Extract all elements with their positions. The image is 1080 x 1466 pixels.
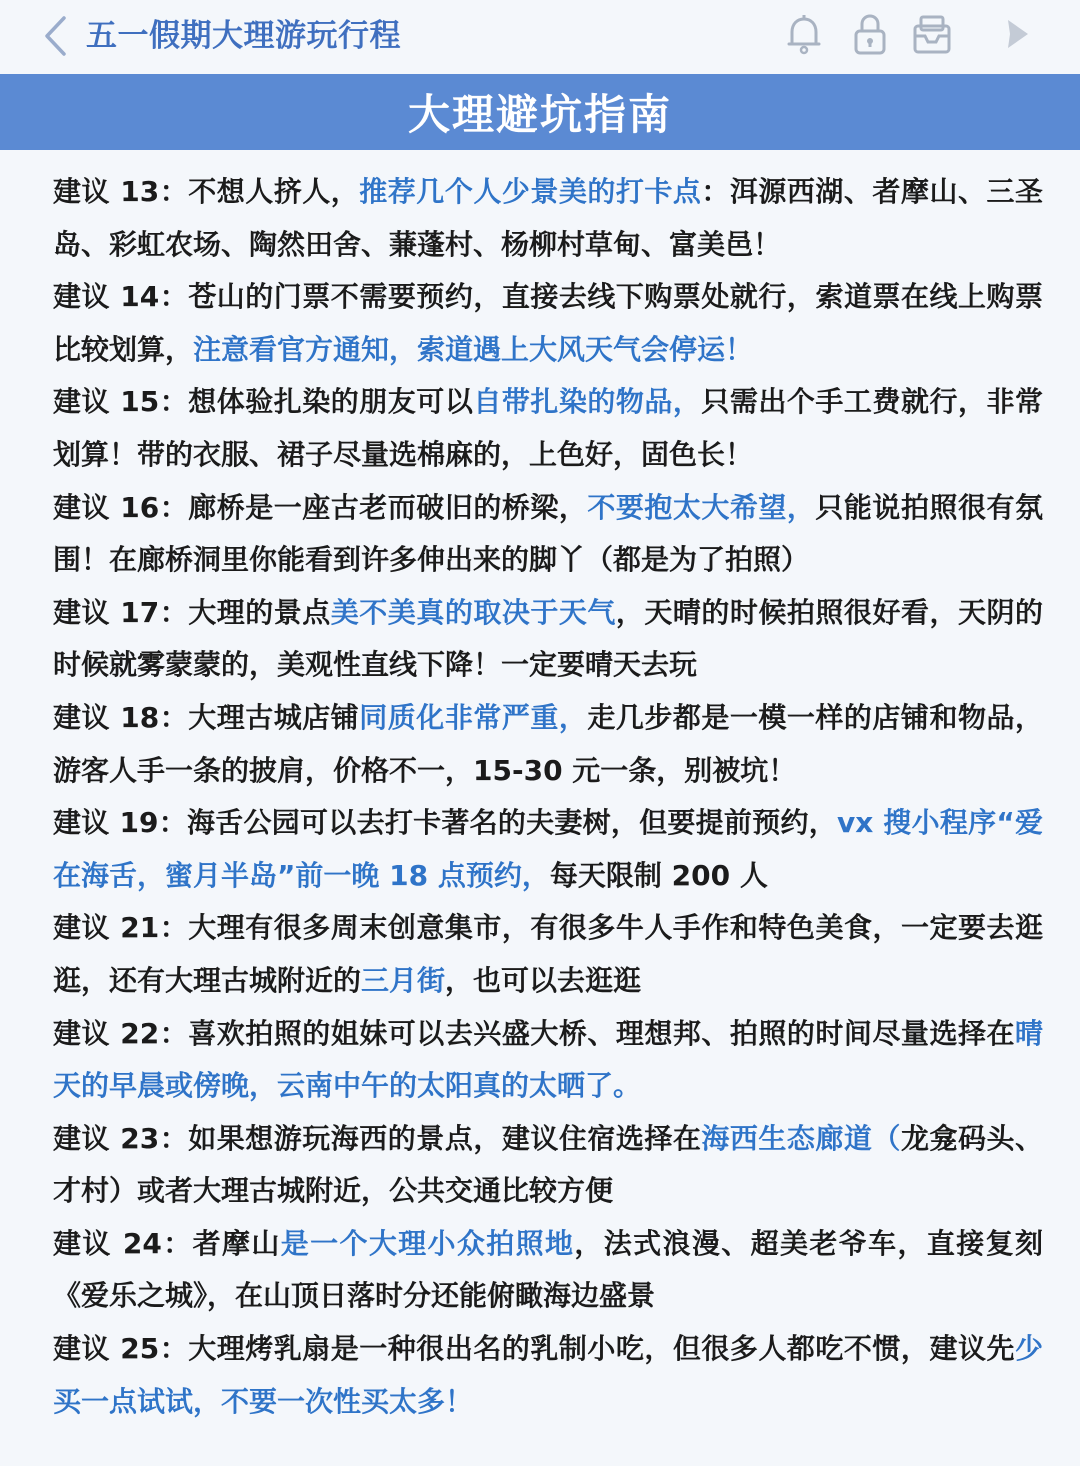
tip-text: 不想人挤人， xyxy=(188,175,360,208)
tip-label: 建议 24： xyxy=(53,1226,193,1260)
tip-item xyxy=(53,482,1043,587)
back-icon[interactable] xyxy=(40,14,70,58)
tip-label: 建议 14： xyxy=(53,280,189,314)
tip-highlight: vx 搜小程序“爱在海舌，蜜月半岛”前一晚 18 点预约， xyxy=(53,806,1044,892)
tip-item xyxy=(53,1218,1043,1323)
tip-highlight: 同质化非常严重， xyxy=(359,700,588,734)
tip-highlight: 不要抱太大希望， xyxy=(587,490,816,524)
tip-text: 海舌公园可以去打卡著名的夫妻树，但要提前预约， xyxy=(187,806,837,840)
banner-title: 大理避坑指南 xyxy=(407,90,672,139)
tip-text: 只能说拍照很有氛围！在廊桥洞里你能看到许多伸出来的脚丫（都是为了拍照） xyxy=(53,490,1043,577)
tip-label: 建议 13： xyxy=(53,175,189,208)
tip-item xyxy=(53,692,1043,797)
tip-highlight: 推荐几个人少景美的打卡点 xyxy=(359,175,702,208)
inbox-icon[interactable] xyxy=(910,10,954,58)
tip-label: 建议 17： xyxy=(53,595,189,629)
tip-highlight: 海西生态廊道（ xyxy=(701,1121,901,1155)
tip-label: 建议 19： xyxy=(53,806,188,840)
tip-text: 大理古城店铺 xyxy=(188,700,360,734)
tips-list xyxy=(53,166,1043,1428)
tip-highlight: 自带扎染的物品， xyxy=(473,385,702,419)
tip-text: 龙龛码头、才村）或者大理古城附近，公共交通比较方便 xyxy=(53,1121,1043,1208)
tip-label: 建议 23： xyxy=(53,1121,189,1155)
tip-text: 走几步都是一模一样的店铺和物品，游客人手一条的披肩，价格不一，15-30 元一条，别被坑！ xyxy=(53,700,1043,787)
tip-highlight: 少买一点试试，不要一次性买太多！ xyxy=(53,1332,1043,1418)
tip-item xyxy=(53,376,1043,481)
tip-text: 只需出个手工费就行，非常划算！带的衣服、裙子尽量选棉麻的，上色好，固色长！ xyxy=(53,385,1043,471)
title-banner xyxy=(0,74,1080,150)
tip-highlight: 三月街 xyxy=(361,963,446,997)
tip-label: 建议 22： xyxy=(53,1016,189,1050)
tip-text: 大理的景点 xyxy=(188,595,331,629)
tip-text: ，法式浪漫、超美老爷车，直接复刻《爱乐之城》，在山顶日落时分还能俯瞰海边盛景 xyxy=(53,1226,1043,1313)
tip-item xyxy=(53,166,1043,271)
tip-item xyxy=(53,271,1043,376)
lock-icon[interactable] xyxy=(848,10,892,58)
tip-highlight: 是一个大理小众拍照地 xyxy=(280,1226,575,1260)
document-title: 五一假期大理游玩行程 xyxy=(86,18,401,54)
bell-icon[interactable] xyxy=(782,10,826,58)
tip-text: 想体验扎染的朋友可以 xyxy=(188,385,474,419)
top-toolbar xyxy=(0,0,1080,74)
tip-text: ，天晴的时候拍照很好看，天阴的时候就雾蒙蒙的，美观性直线下降！一定要晴天去玩 xyxy=(53,595,1043,682)
tip-text: ，也可以去逛逛 xyxy=(445,963,642,997)
tip-text: 喜欢拍照的姐妹可以去兴盛大桥、理想邦、拍照的时间尽量选择在 xyxy=(188,1016,1015,1050)
tip-highlight: 晴天的早晨或傍晚，云南中午的太阳真的太晒了。 xyxy=(53,1016,1043,1103)
tip-item xyxy=(53,1113,1043,1218)
tip-text: 如果想游玩海西的景点，建议住宿选择在 xyxy=(188,1121,702,1155)
tip-item xyxy=(53,587,1043,692)
tip-label: 建议 25： xyxy=(53,1332,189,1366)
tip-item xyxy=(53,1008,1043,1113)
tip-text: 大理烤乳扇是一种很出名的乳制小吃，但很多人都吃不惯，建议先 xyxy=(188,1332,1015,1366)
tip-text: ：洱源西湖、者摩山、三圣岛、彩虹农场、陶然田舍、蒹蓬村、杨柳村草甸、富美邑！ xyxy=(53,175,1043,261)
tip-text: 每天限制 200 人 xyxy=(549,858,768,892)
tip-label: 建议 16： xyxy=(53,490,189,524)
tip-text: 廊桥是一座古老而破旧的桥梁， xyxy=(188,490,588,524)
tip-label: 建议 15： xyxy=(53,385,189,419)
tip-label: 建议 18： xyxy=(53,700,189,734)
tip-item xyxy=(53,902,1043,1007)
tip-label: 建议 21： xyxy=(53,911,189,945)
tip-text: 苍山的门票不需要预约，直接去线下购票处就行，索道票在线上购票比较划算， xyxy=(53,280,1043,366)
send-icon[interactable] xyxy=(994,10,1038,58)
tip-text: 者摩山 xyxy=(192,1226,281,1260)
tip-highlight: 美不美真的取决于天气 xyxy=(330,595,616,629)
tip-item xyxy=(53,797,1043,902)
tip-item xyxy=(53,1323,1043,1428)
tip-text: 大理有很多周末创意集市，有很多牛人手作和特色美食，一定要去逛逛，还有大理古城附近的 xyxy=(53,911,1043,997)
tip-highlight: 注意看官方通知，索道遇上大风天气会停运！ xyxy=(193,332,754,366)
